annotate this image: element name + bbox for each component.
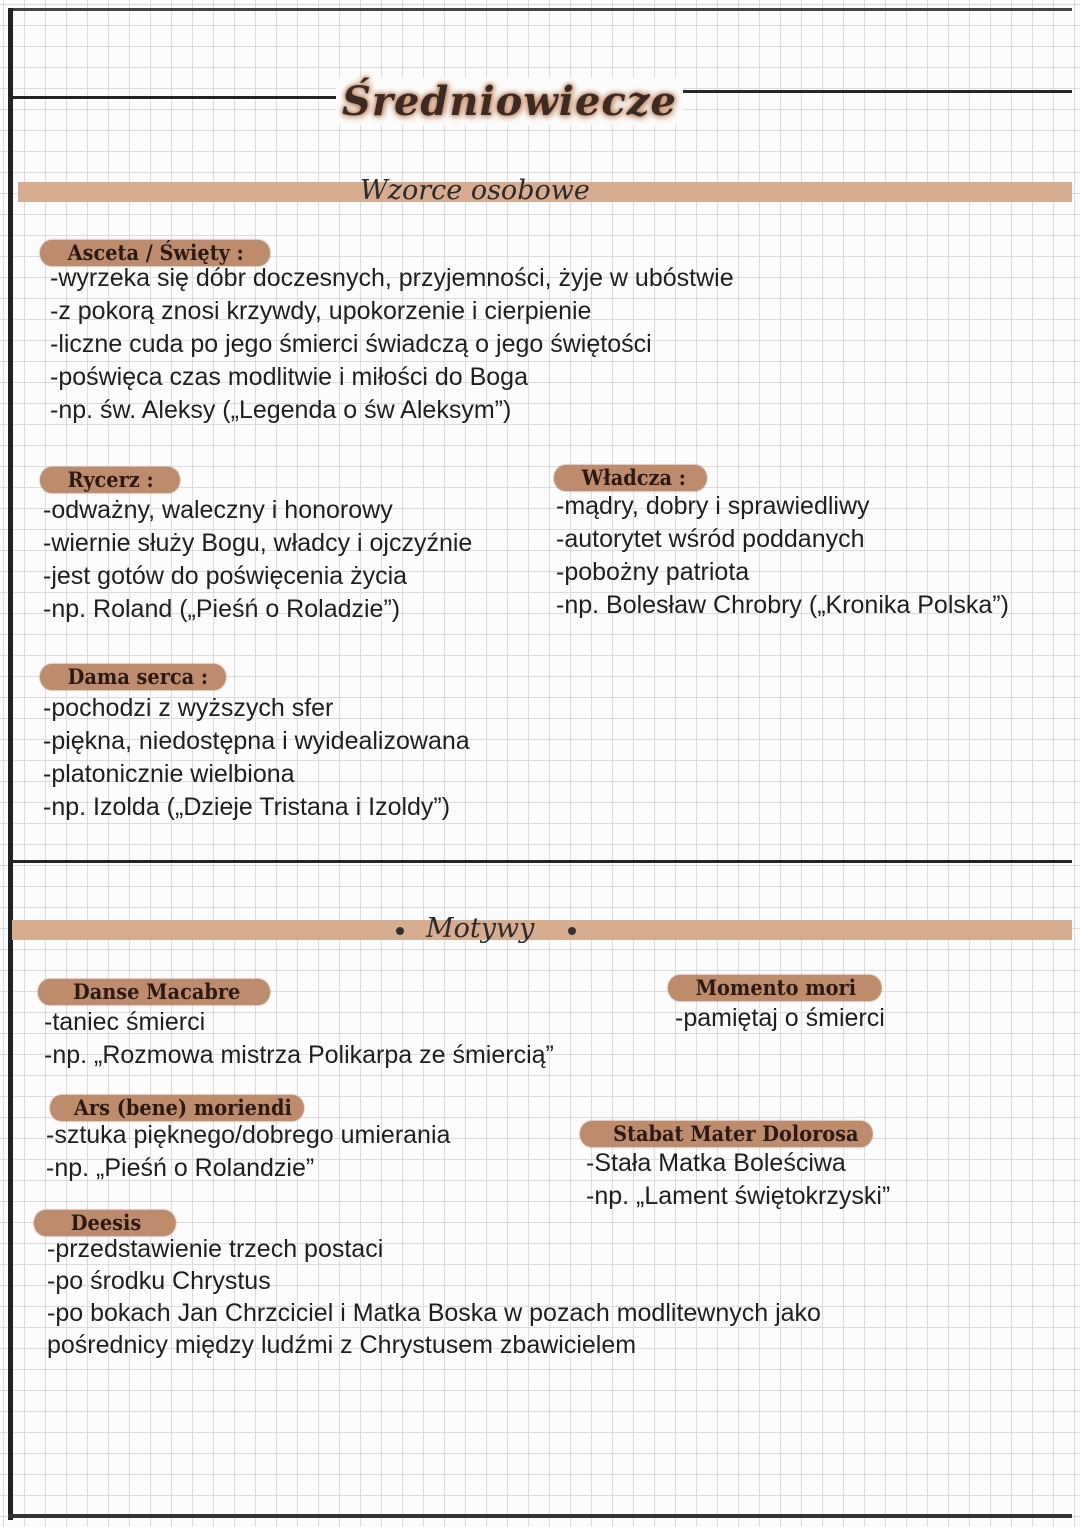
title-rule-right: [668, 90, 1072, 93]
list-item: -z pokorą znosi krzywdy, upokorzenie i cierpienie: [50, 297, 592, 325]
stabat-list: [586, 1147, 890, 1213]
bullet-left: [396, 927, 404, 935]
list-item: -odważny, waleczny i honorowy: [43, 496, 393, 524]
label-memento-mori: Momento mori: [668, 975, 881, 1001]
list-item: -np. Bolesław Chrobry („Kronika Polska”): [556, 591, 1009, 619]
list-item: -taniec śmierci: [44, 1008, 206, 1036]
page-bottom-edge: [8, 1514, 1072, 1518]
label-stabat-mater: Stabat Mater Dolorosa: [580, 1121, 873, 1147]
label-danse-macabre: Danse Macabre: [38, 979, 270, 1005]
list-item: -po bokach Jan Chrzciciel i Matka Boska w pozach modlitewnych jako: [47, 1299, 821, 1327]
rycerz-list: [43, 494, 472, 626]
list-item: -mądry, dobry i sprawiedliwy: [556, 492, 870, 520]
list-item: -wyrzeka się dóbr doczesnych, przyjemności, żyje w ubóstwie: [50, 264, 734, 292]
list-item: -jest gotów do poświęcenia życia: [43, 562, 408, 590]
section-band-motywy: [12, 920, 1072, 940]
ars-list: [46, 1119, 450, 1185]
title-rule-left: [13, 96, 338, 99]
list-item: -pamiętaj o śmierci: [675, 1004, 885, 1032]
list-item: -autorytet wśród poddanych: [556, 525, 865, 553]
list-item: -liczne cuda po jego śmierci świadczą o jego świętości: [50, 330, 652, 358]
label-ars-moriendi: Ars (bene) moriendi: [50, 1095, 304, 1121]
label-wladca: Władcza :: [554, 465, 707, 491]
list-item: -np. Roland („Pieśń o Roladzie”): [43, 595, 401, 623]
dama-list: [43, 692, 470, 824]
list-item: -platonicznie wielbiona: [43, 760, 295, 788]
list-item: pośrednicy między ludźmi z Chrystusem zbawicielem: [47, 1331, 637, 1359]
page-top-edge: [8, 8, 1072, 11]
memento-list: [675, 1002, 885, 1035]
list-item: -np. „Rozmowa mistrza Polikarpa ze śmiercią”: [44, 1041, 554, 1069]
list-item: -pobożny patriota: [556, 558, 750, 586]
section-heading-motywy: Motywy: [426, 913, 535, 944]
bullet-right: [568, 927, 576, 935]
asceta-list: [50, 262, 734, 427]
list-item: -przedstawienie trzech postaci: [47, 1235, 384, 1263]
list-item: -sztuka pięknego/dobrego umierania: [46, 1121, 451, 1149]
list-item: -wiernie służy Bogu, władcy i ojczyźnie: [43, 529, 473, 557]
label-dama-serca: Dama serca :: [40, 664, 226, 690]
label-rycerz: Rycerz :: [40, 467, 180, 493]
list-item: -np. „Pieśń o Rolandzie”: [46, 1154, 315, 1182]
label-asceta: Asceta / Święty :: [40, 240, 270, 266]
section-divider: [13, 860, 1072, 863]
danse-list: [44, 1006, 554, 1072]
wladca-list: [556, 490, 1009, 622]
list-item: -piękna, niedostępna i wyidealizowana: [43, 727, 470, 755]
list-item: -Stała Matka Boleściwa: [586, 1149, 846, 1177]
page-left-edge: [8, 8, 13, 1520]
label-deesis: Deesis: [34, 1210, 176, 1236]
page-title: Średniowiecze: [336, 78, 683, 125]
list-item: -np. „Lament świętokrzyski”: [586, 1182, 891, 1210]
section-heading-wzorce: Wzorce osobowe: [360, 175, 590, 206]
list-item: -np. Izolda („Dzieje Tristana i Izoldy”): [43, 793, 451, 821]
list-item: -po środku Chrystus: [47, 1267, 271, 1295]
list-item: -np. św. Aleksy („Legenda o św Aleksym”): [50, 396, 512, 424]
deesis-list: [47, 1233, 821, 1361]
list-item: -pochodzi z wyższych sfer: [43, 694, 334, 722]
list-item: -poświęca czas modlitwie i miłości do Boga: [50, 363, 528, 391]
